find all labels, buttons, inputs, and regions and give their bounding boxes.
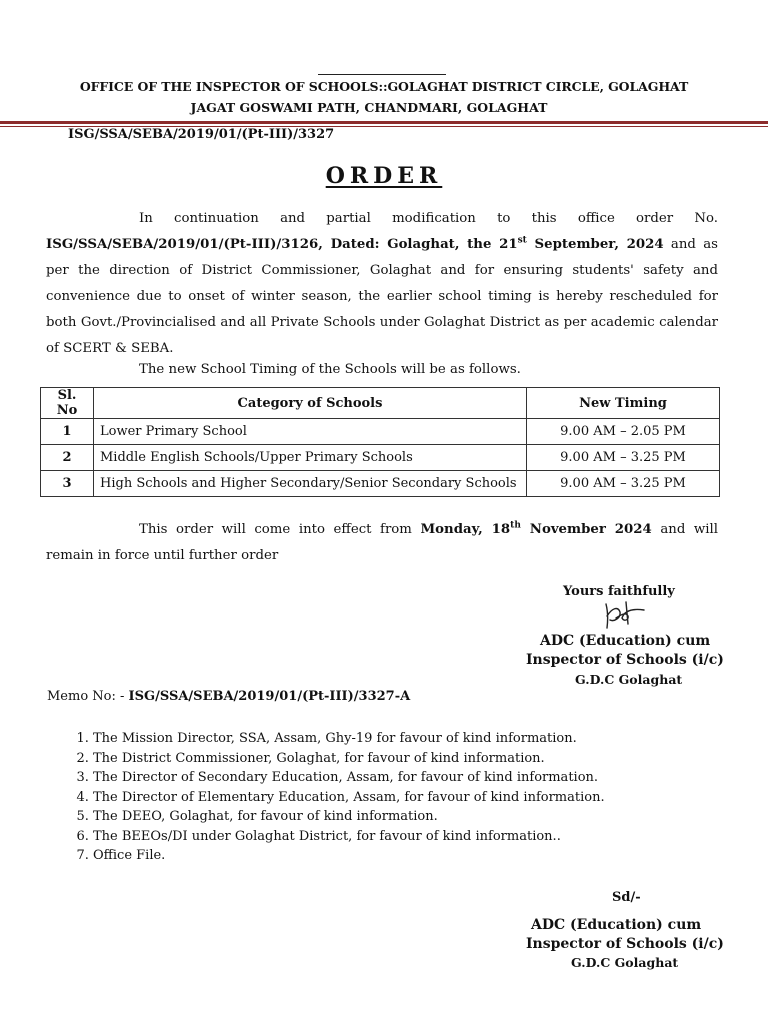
closing-salutation: Yours faithfully [563,584,675,599]
memo-number: ISG/SSA/SEBA/2019/01/(Pt-III)/3327-A [128,689,411,704]
cell-sl: 1 [41,419,94,445]
col-new-timing: New Timing [527,388,720,419]
cell-category: Middle English Schools/Upper Primary Schools [94,445,527,471]
cell-category: Lower Primary School [94,419,527,445]
school-timing-table [40,387,720,497]
effective-day: Monday, 18 [420,522,511,537]
list-item: 5. The DEEO, Golaghat, for favour of kind information. [93,807,605,827]
para-intro: In continuation and partial modification to this office order No. [139,211,718,226]
signed-mark: Sd/- [612,890,641,905]
effective-date-paragraph [46,517,718,569]
handwritten-signature [598,598,650,636]
effective-date [420,522,651,537]
table-row [41,445,720,471]
header-top-rule [318,74,446,75]
effective-day-suffix: th [510,520,521,531]
order-paragraph [46,206,718,362]
table-row [41,419,720,445]
signatory-title: Inspector of Schools (i/c) [526,652,724,668]
cell-category: High Schools and Higher Secondary/Senior Secondary Schools [94,471,527,497]
cell-timing: 9.00 AM – 3.25 PM [527,445,720,471]
date-suffix: st [517,235,527,246]
memo-label: Memo No: - [47,689,129,704]
footer-signatory-title: Inspector of Schools (i/c) [526,936,724,952]
prior-order-ref [46,237,664,252]
effective-month-year: November 2024 [520,522,652,537]
document-title: ORDER [325,163,443,189]
prior-order-month: September, 2024 [526,237,664,252]
timing-intro: The new School Timing of the Schools will be as follows. [139,362,521,377]
col-category: Category of Schools [94,388,527,419]
reference-number: ISG/SSA/SEBA/2019/01/(Pt-III)/3327 [68,127,335,142]
list-item: 6. The BEEOs/DI under Golaghat District, for favour of kind information.. [93,827,605,847]
footer-signatory-designation: ADC (Education) cum [531,917,702,933]
list-item: 7. Office File. [93,846,605,866]
footer-signatory-office: G.D.C Golaghat [571,955,679,970]
cell-sl: 3 [41,471,94,497]
cell-sl: 2 [41,445,94,471]
list-item: 2. The District Commissioner, Golaghat, for favour of kind information. [93,749,605,769]
table-row [41,471,720,497]
col-sl-no: Sl. No [41,388,94,419]
list-item: 1. The Mission Director, SSA, Assam, Ghy-19 for favour of kind information. [93,729,605,749]
effect-rest: and will remain in force until further order [46,522,719,563]
cell-timing: 9.00 AM – 2.05 PM [527,419,720,445]
effect-intro: This order will come into effect from [139,522,421,537]
prior-order-number: ISG/SSA/SEBA/2019/01/(Pt-III)/3126, Dated: Golaghat, the 21 [46,237,518,252]
office-address: JAGAT GOSWAMI PATH, CHANDMARI, GOLAGHAT [190,100,548,115]
signatory-designation: ADC (Education) cum [540,633,711,649]
signatory-office: G.D.C Golaghat [575,672,683,687]
header-divider-thick [0,121,768,124]
list-item: 4. The Director of Elementary Education, Assam, for favour of kind information. [93,788,605,808]
memo-line [47,689,410,704]
list-item: 3. The Director of Secondary Education, Assam, for favour of kind information. [93,768,605,788]
copy-to-list [60,729,605,866]
cell-timing: 9.00 AM – 3.25 PM [527,471,720,497]
office-name: OFFICE OF THE INSPECTOR OF SCHOOLS::GOLAGHAT DISTRICT CIRCLE, GOLAGHAT [79,79,689,94]
para-rest: and as per the direction of District Commissioner, Golaghat and for ensuring students' safety and convenience due to onset of winter season, the earlier school timing is hereby rescheduled for both Govt./Provincialised and all Private Schools under Golaghat District as per academic calendar of SCERT & SEBA. [46,237,718,356]
table-header-row [41,388,720,419]
